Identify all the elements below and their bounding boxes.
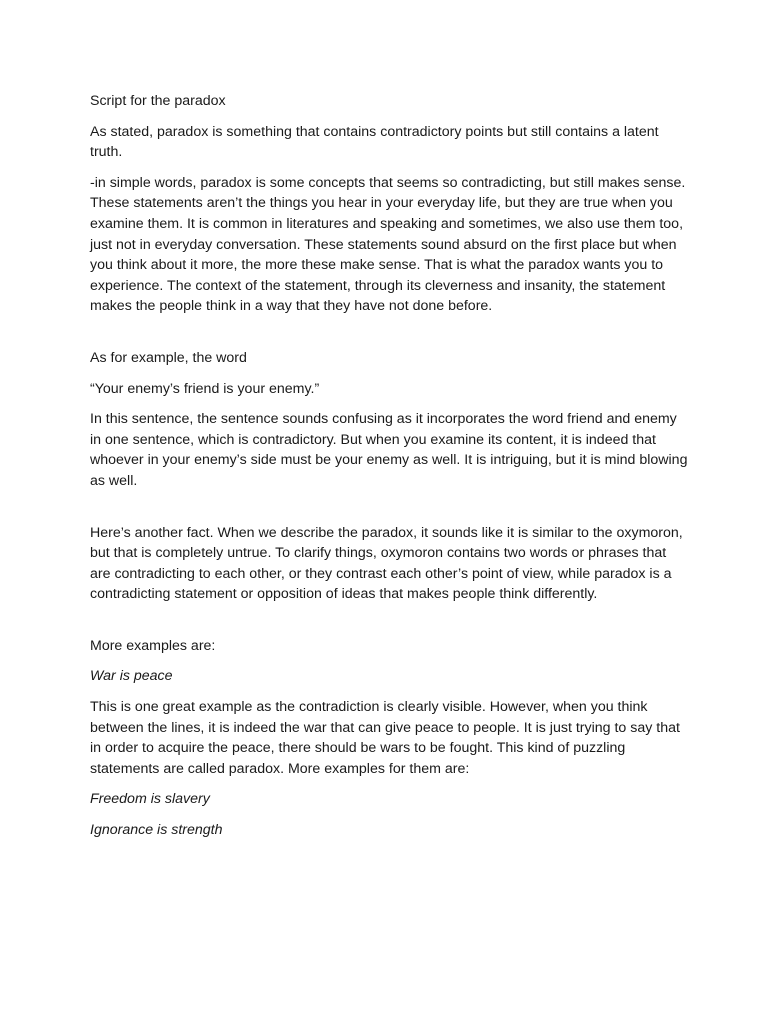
paragraph-example-explanation: In this sentence, the sentence sounds confusing as it incorporates the word friend and enemy in one sentence, which is contradictory. But when you examine its content, it is indeed that whoever in your enemy’s side must be your enemy as well. It is intriguing, but it is mind blowing as well. xyxy=(90,411,688,489)
spacer xyxy=(90,615,690,636)
paragraph-war-explanation: This is one great example as the contradiction is clearly visible. However, when you think between the lines, it is indeed the war that can give peace to people. It is just trying to say that in order to acquire the peace, there should be wars to be fought. This kind of puzzling statements are called paradox. More examples for them are: xyxy=(90,699,680,777)
spacer xyxy=(90,502,690,523)
quote-example: “Your enemy’s friend is your enemy.” xyxy=(90,380,320,397)
document-title: Script for the paradox xyxy=(90,93,226,109)
spacer xyxy=(90,327,690,348)
paragraph-simple-words: -in simple words, paradox is some concepts that seems so contradicting, but still makes sense. These statements aren’t the things you hear in your everyday life, but they are true when you examine them. It is common in literatures and speaking and sometimes, we also use them too, just not in everyday conversation. These statements sound absurd on the first place but when you think about it more, the more these make sense. That is what the paradox wants you to experience. The context of the statement, through its cleverness and insanity, the statement makes the people think in a way that they have not done before. xyxy=(90,174,686,315)
example-freedom-is-slavery: Freedom is slavery xyxy=(90,791,210,808)
example-ignorance-is-strength: Ignorance is strength xyxy=(90,822,223,839)
paragraph-more-examples: More examples are: xyxy=(90,637,216,654)
paragraph-definition: As stated, paradox is something that contains contradictory points but still contains a latent truth. xyxy=(90,123,659,161)
paragraph-example-intro: As for example, the word xyxy=(90,349,247,366)
document-page xyxy=(90,91,690,851)
example-war-is-peace: War is peace xyxy=(90,668,173,685)
paragraph-oxymoron: Here’s another fact. When we describe the paradox, it sounds like it is similar to the oxymoron, but that is completely untrue. To clarify things, oxymoron contains two words or phrases that are contradicting to each other, or they contrast each other’s point of view, while paradox is a contradicting statement or opposition of ideas that makes people think differently. xyxy=(90,524,683,603)
